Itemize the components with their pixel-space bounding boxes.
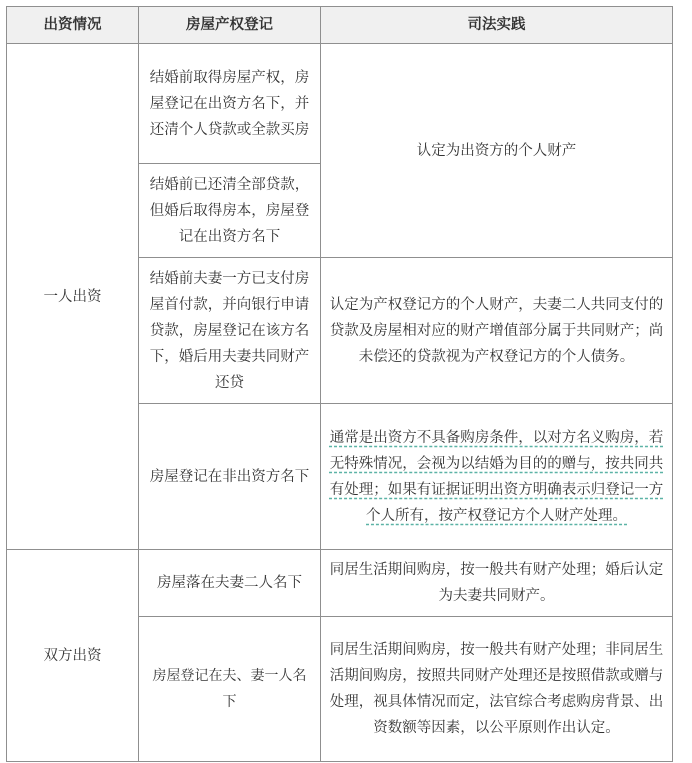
practice-text: 通常是出资方不具备购房条件，以对方名义购房，若无特殊情况，会视为以结婚为目的的赠与，按共同共有处理；如果有证据证明出资方明确表示归登记一方个人所有，按产权登记方个人财产处理。 — [329, 429, 664, 524]
registration-cell: 结婚前已还清全部贷款，但婚后取得房本，房屋登记在出资方名下 — [139, 164, 321, 258]
registration-cell: 房屋登记在非出资方名下 — [139, 404, 321, 550]
header-practice: 司法实践 — [321, 7, 673, 44]
header-funding: 出资情况 — [7, 7, 139, 44]
practice-cell: 认定为产权登记方的个人财产，夫妻二人共同支付的贷款及房屋相对应的财产增值部分属于共同财产；尚未偿还的贷款视为产权登记方的个人债务。 — [321, 258, 673, 404]
table-row — [7, 550, 673, 617]
table-row — [7, 44, 673, 164]
group-label-single: 一人出资 — [7, 44, 139, 550]
practice-cell: 同居生活期间购房，按一般共有财产处理；婚后认定为夫妻共同财产。 — [321, 550, 673, 617]
group-label-joint: 双方出资 — [7, 550, 139, 762]
registration-cell: 结婚前取得房屋产权，房屋登记在出资方名下，并还清个人贷款或全款买房 — [139, 44, 321, 164]
header-registration: 房屋产权登记 — [139, 7, 321, 44]
registration-cell: 房屋登记在夫、妻一人名下 — [139, 617, 321, 762]
registration-cell: 房屋落在夫妻二人名下 — [139, 550, 321, 617]
registration-cell: 结婚前夫妻一方已支付房屋首付款，并向银行申请贷款，房屋登记在该方名下，婚后用夫妻共同财产还贷 — [139, 258, 321, 404]
practice-cell: 同居生活期间购房，按一般共有财产处理；非同居生活期间购房，按照共同财产处理还是按照借款或赠与处理，视具体情况而定，法官综合考虑购房背景、出资数额等因素，以公平原则作出认定。 — [321, 617, 673, 762]
property-table — [6, 6, 673, 762]
practice-cell: 认定为出资方的个人财产 — [321, 44, 673, 258]
practice-cell — [321, 404, 673, 550]
header-row — [7, 7, 673, 44]
